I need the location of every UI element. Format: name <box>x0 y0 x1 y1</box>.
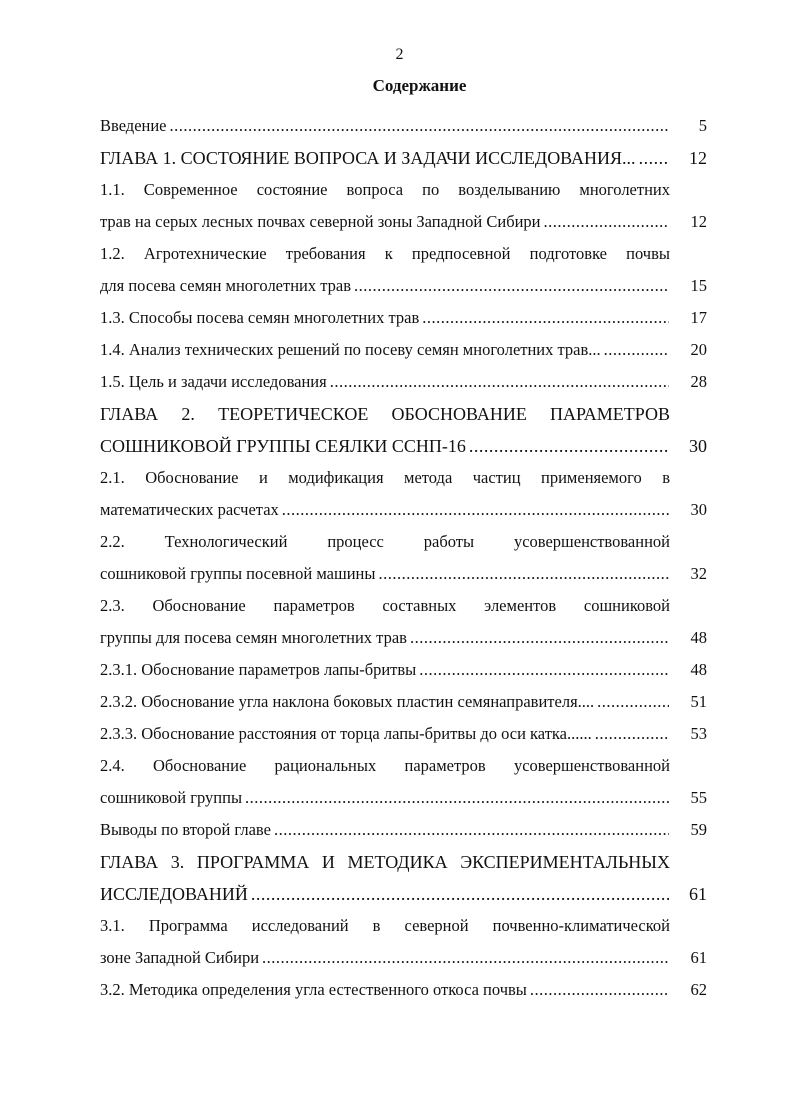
toc-chapter-entry[interactable] <box>100 142 707 174</box>
toc-entry-text: группы для посева семян многолетних трав <box>100 628 407 647</box>
dot-leader <box>245 782 669 814</box>
toc-entry-text: трав на серых лесных почвах северной зоны Западной Сибири <box>100 212 541 231</box>
toc-entry-page: 12 <box>690 212 707 231</box>
dot-leader <box>469 430 669 462</box>
toc-entry[interactable] <box>100 654 707 686</box>
toc-entry-text: 2.3.3. Обоснование расстояния от торца лапы-бритвы до оси катка...... <box>100 724 592 743</box>
toc-entry[interactable] <box>100 366 707 398</box>
toc-entry-text: Введение <box>100 116 167 135</box>
dot-leader <box>597 686 669 718</box>
toc-entry-first-line: 2.4. Обоснование рациональных параметров усовершенствованной <box>100 756 670 775</box>
toc-entry-page: 20 <box>690 340 707 359</box>
toc-entry[interactable] <box>100 750 707 814</box>
dot-leader <box>604 334 669 366</box>
toc-entry-text: ИССЛЕДОВАНИЙ <box>100 884 248 904</box>
toc-entry-page: 51 <box>690 692 707 711</box>
dot-leader <box>262 942 669 974</box>
dot-leader <box>251 878 669 910</box>
dot-leader <box>354 270 669 302</box>
toc-entry[interactable] <box>100 334 707 366</box>
toc-entry-first-line: 2.1. Обоснование и модификация метода частиц применяемого в <box>100 468 670 487</box>
dot-leader <box>639 142 669 174</box>
toc-entry-page: 32 <box>690 564 707 583</box>
toc-entry-text: 2.3.2. Обоснование угла наклона боковых пластин семянаправителя.... <box>100 692 595 711</box>
toc-entry-text: 1.5. Цель и задачи исследования <box>100 372 327 391</box>
toc-entry-page: 30 <box>690 500 707 519</box>
toc-entry[interactable] <box>100 718 707 750</box>
toc-entry-text: сошниковой группы посевной машины <box>100 564 376 583</box>
dot-leader <box>170 110 669 142</box>
toc-entry-text: сошниковой группы <box>100 788 243 807</box>
toc-entry-page: 5 <box>698 116 707 135</box>
dot-leader <box>330 366 669 398</box>
dot-leader <box>422 302 669 334</box>
toc-entry[interactable] <box>100 526 707 590</box>
toc-entry-page: 62 <box>690 980 707 999</box>
toc-entry-page: 17 <box>690 308 707 327</box>
toc-entry-first-line: 2.2. Технологический процесс работы усовершенствованной <box>100 532 670 551</box>
dot-leader <box>544 206 669 238</box>
toc-entry-page: 55 <box>690 788 707 807</box>
page-title: Содержание <box>372 76 467 95</box>
toc-entry[interactable] <box>100 814 707 846</box>
toc-entry[interactable] <box>100 238 707 302</box>
toc-entry[interactable] <box>100 974 707 1006</box>
dot-leader <box>410 622 669 654</box>
toc-entry-first-line: ГЛАВА 3. ПРОГРАММА И МЕТОДИКА ЭКСПЕРИМЕНТАЛЬНЫХ <box>100 852 670 872</box>
toc-entry-text: Выводы по второй главе <box>100 820 271 839</box>
toc-entry-page: 48 <box>690 660 707 679</box>
toc-entry-page: 28 <box>690 372 707 391</box>
toc-entry-text: для посева семян многолетних трав <box>100 276 352 295</box>
toc-entry-text: ГЛАВА 1. СОСТОЯНИЕ ВОПРОСА И ЗАДАЧИ ИССЛЕДОВАНИЯ... <box>100 148 636 168</box>
toc-entry-page: 61 <box>689 884 707 904</box>
toc-entry[interactable] <box>100 302 707 334</box>
toc-entry-text: СОШНИКОВОЙ ГРУППЫ СЕЯЛКИ ССНП-16 <box>100 436 466 456</box>
toc-entry-page: 48 <box>690 628 707 647</box>
toc-entry-text: 3.2. Методика определения угла естественного откоса почвы <box>100 980 527 999</box>
dot-leader <box>595 718 669 750</box>
toc-entry[interactable] <box>100 686 707 718</box>
dot-leader <box>378 558 669 590</box>
toc-entry-text: зоне Западной Сибири <box>100 948 260 967</box>
page-number: 2 <box>395 46 404 63</box>
toc-entry-text: 2.3.1. Обоснование параметров лапы-бритвы <box>100 660 417 679</box>
toc-entry-text: 1.3. Способы посева семян многолетних трав <box>100 308 420 327</box>
toc-entry-page: 61 <box>690 948 707 967</box>
toc-entry[interactable] <box>100 910 707 974</box>
toc-entry[interactable] <box>100 174 707 238</box>
toc-entry-page: 30 <box>689 436 707 456</box>
toc-entry-page: 53 <box>690 724 707 743</box>
toc-entry-text: 1.4. Анализ технических решений по посеву семян многолетних трав... <box>100 340 601 359</box>
dot-leader <box>530 974 669 1006</box>
toc-entry-first-line: 2.3. Обоснование параметров составных элементов сошниковой <box>100 596 670 615</box>
toc-entry[interactable] <box>100 590 707 654</box>
table-of-contents <box>100 110 707 1006</box>
toc-entry-text: математических расчетах <box>100 500 279 519</box>
dot-leader <box>274 814 669 846</box>
toc-chapter-entry[interactable] <box>100 398 707 462</box>
toc-entry[interactable] <box>100 110 707 142</box>
toc-entry-first-line: 1.1. Современное состояние вопроса по возделыванию многолетних <box>100 180 670 199</box>
toc-entry-first-line: 1.2. Агротехнические требования к предпосевной подготовке почвы <box>100 244 670 263</box>
dot-leader <box>419 654 669 686</box>
dot-leader <box>282 494 669 526</box>
toc-entry[interactable] <box>100 462 707 526</box>
toc-entry-first-line: ГЛАВА 2. ТЕОРЕТИЧЕСКОЕ ОБОСНОВАНИЕ ПАРАМЕТРОВ <box>100 404 670 424</box>
toc-entry-page: 59 <box>690 820 707 839</box>
toc-entry-page: 15 <box>690 276 707 295</box>
toc-chapter-entry[interactable] <box>100 846 707 910</box>
toc-entry-first-line: 3.1. Программа исследований в северной почвенно-климатической <box>100 916 670 935</box>
toc-entry-page: 12 <box>689 148 707 168</box>
